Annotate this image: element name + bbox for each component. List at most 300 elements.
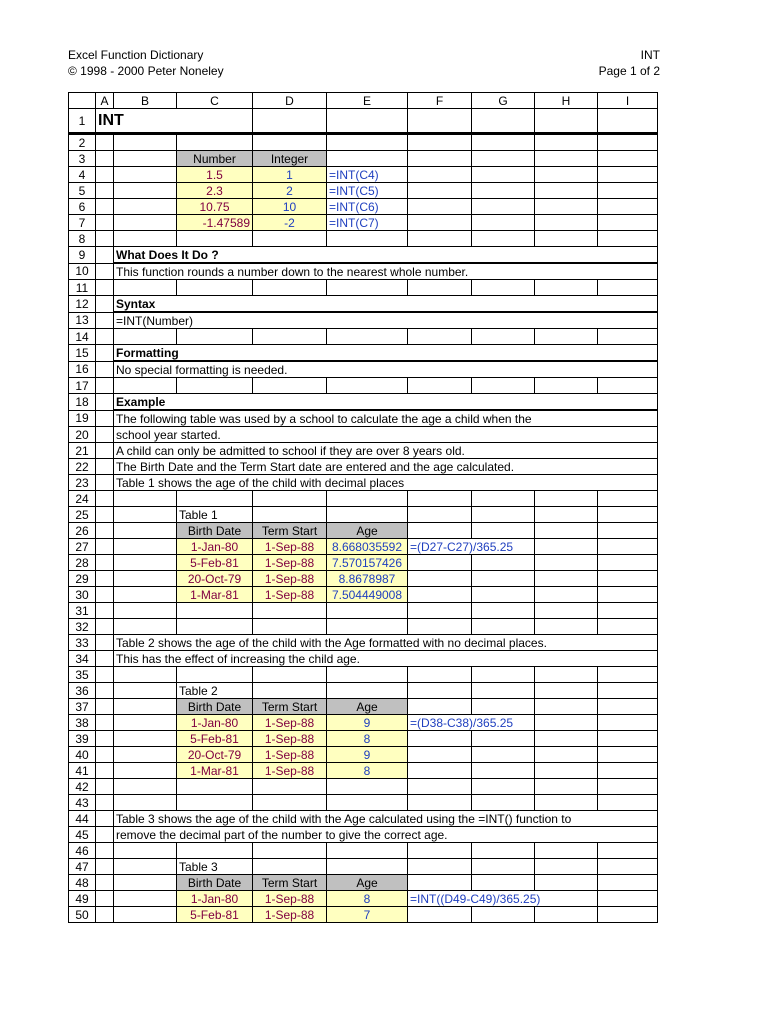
cell-h2 [535, 134, 598, 151]
cell-d35 [253, 667, 327, 683]
cell-i37 [598, 699, 658, 715]
col-header-b: B [114, 93, 177, 109]
cell-f40 [408, 747, 472, 763]
sheet-row-40 [69, 747, 658, 763]
cell-f27: =(D27-C27)/365.25 [408, 539, 535, 555]
row-header-49: 49 [69, 891, 96, 907]
cell-i1 [598, 109, 658, 134]
cell-a26 [96, 523, 114, 539]
cell-b27 [114, 539, 177, 555]
row-header-40: 40 [69, 747, 96, 763]
cell-h6 [535, 199, 598, 215]
cell-e17 [327, 378, 408, 394]
cell-a8 [96, 231, 114, 247]
cell-a6 [96, 199, 114, 215]
cell-h41 [535, 763, 598, 779]
cell-b28 [114, 555, 177, 571]
cell-h11 [535, 280, 598, 296]
sheet-row-43 [69, 795, 658, 811]
cell-d40: 1-Sep-88 [253, 747, 327, 763]
cell-b9: What Does It Do ? [114, 247, 658, 264]
cell-b45: remove the decimal part of the number to give the correct age. [114, 827, 658, 843]
cell-e3 [327, 151, 408, 167]
cell-a40 [96, 747, 114, 763]
cell-h43 [535, 795, 598, 811]
sheet-row-3 [69, 151, 658, 167]
cell-e24 [327, 491, 408, 507]
cell-e36 [327, 683, 408, 699]
row-header-35: 35 [69, 667, 96, 683]
doc-function-name: INT [640, 48, 660, 62]
row-header-22: 22 [69, 459, 96, 475]
cell-i43 [598, 795, 658, 811]
cell-c11 [177, 280, 253, 296]
row-header-26: 26 [69, 523, 96, 539]
cell-b17 [114, 378, 177, 394]
cell-a5 [96, 183, 114, 199]
row-header-17: 17 [69, 378, 96, 394]
cell-a24 [96, 491, 114, 507]
cell-c41: 1-Mar-81 [177, 763, 253, 779]
cell-g1 [472, 109, 535, 134]
cell-h28 [535, 555, 598, 571]
cell-e35 [327, 667, 408, 683]
cell-d27: 1-Sep-88 [253, 539, 327, 555]
sheet-row-21 [69, 443, 658, 459]
cell-e29: 8.8678987 [327, 571, 408, 587]
cell-a31 [96, 603, 114, 619]
cell-a47 [96, 859, 114, 875]
sheet-row-6 [69, 199, 658, 215]
sheet-row-17 [69, 378, 658, 394]
cell-c8 [177, 231, 253, 247]
cell-a22 [96, 459, 114, 475]
col-header-i: I [598, 93, 658, 109]
cell-e39: 8 [327, 731, 408, 747]
cell-f5 [408, 183, 472, 199]
cell-d3: Integer [253, 151, 327, 167]
cell-i28 [598, 555, 658, 571]
cell-e38: 9 [327, 715, 408, 731]
cell-i39 [598, 731, 658, 747]
cell-a35 [96, 667, 114, 683]
cell-c6: 10.75 [177, 199, 253, 215]
sheet-row-39 [69, 731, 658, 747]
row-header-34: 34 [69, 651, 96, 667]
cell-h50 [535, 907, 598, 923]
row-header-1: 1 [69, 109, 96, 134]
sheet-row-45 [69, 827, 658, 843]
cell-b42 [114, 779, 177, 795]
cell-b48 [114, 875, 177, 891]
cell-c32 [177, 619, 253, 635]
sheet-row-36 [69, 683, 658, 699]
col-header-g: G [472, 93, 535, 109]
cell-g6 [472, 199, 535, 215]
cell-d7: -2 [253, 215, 327, 231]
cell-a2 [96, 134, 114, 151]
cell-f14 [408, 329, 472, 345]
cell-b24 [114, 491, 177, 507]
cell-f25 [408, 507, 472, 523]
cell-f46 [408, 843, 472, 859]
cell-c47: Table 3 [177, 859, 253, 875]
sheet-row-2 [69, 134, 658, 151]
cell-h47 [535, 859, 598, 875]
cell-i36 [598, 683, 658, 699]
cell-b26 [114, 523, 177, 539]
cell-b46 [114, 843, 177, 859]
sheet-row-50 [69, 907, 658, 923]
cell-d38: 1-Sep-88 [253, 715, 327, 731]
cell-b2 [114, 134, 177, 151]
cell-f39 [408, 731, 472, 747]
cell-e14 [327, 329, 408, 345]
cell-h7 [535, 215, 598, 231]
cell-g4 [472, 167, 535, 183]
cell-h40 [535, 747, 598, 763]
cell-c43 [177, 795, 253, 811]
cell-b11 [114, 280, 177, 296]
cell-d49: 1-Sep-88 [253, 891, 327, 907]
col-header-a: A [96, 93, 114, 109]
cell-a13 [96, 312, 114, 329]
cell-b22: The Birth Date and the Term Start date are entered and the age calculated. [114, 459, 658, 475]
cell-b20: school year started. [114, 427, 658, 443]
sheet-row-29 [69, 571, 658, 587]
row-header-31: 31 [69, 603, 96, 619]
cell-a10 [96, 263, 114, 280]
sheet-row-19 [69, 410, 658, 427]
cell-f11 [408, 280, 472, 296]
cell-i29 [598, 571, 658, 587]
col-header-f: F [408, 93, 472, 109]
cell-g47 [472, 859, 535, 875]
cell-a19 [96, 410, 114, 427]
cell-f38: =(D38-C38)/365.25 [408, 715, 535, 731]
cell-d47 [253, 859, 327, 875]
cell-e50: 7 [327, 907, 408, 923]
cell-a9 [96, 247, 114, 264]
cell-f47 [408, 859, 472, 875]
cell-e46 [327, 843, 408, 859]
cell-h26 [535, 523, 598, 539]
cell-b37 [114, 699, 177, 715]
cell-e31 [327, 603, 408, 619]
cell-g14 [472, 329, 535, 345]
sheet-row-15 [69, 345, 658, 362]
spreadsheet [68, 92, 658, 923]
cell-c27: 1-Jan-80 [177, 539, 253, 555]
row-header-36: 36 [69, 683, 96, 699]
sheet-row-38 [69, 715, 658, 731]
cell-e40: 9 [327, 747, 408, 763]
cell-a28 [96, 555, 114, 571]
sheet-row-14 [69, 329, 658, 345]
cell-b38 [114, 715, 177, 731]
cell-i41 [598, 763, 658, 779]
cell-c30: 1-Mar-81 [177, 587, 253, 603]
cell-a4 [96, 167, 114, 183]
cell-g32 [472, 619, 535, 635]
cell-a37 [96, 699, 114, 715]
cell-a48 [96, 875, 114, 891]
sheet-row-46 [69, 843, 658, 859]
cell-d2 [253, 134, 327, 151]
cell-a25 [96, 507, 114, 523]
sheet-row-47 [69, 859, 658, 875]
row-header-48: 48 [69, 875, 96, 891]
cell-e42 [327, 779, 408, 795]
sheet-row-5 [69, 183, 658, 199]
cell-i30 [598, 587, 658, 603]
row-header-2: 2 [69, 134, 96, 151]
cell-b3 [114, 151, 177, 167]
cell-d36 [253, 683, 327, 699]
cell-d11 [253, 280, 327, 296]
cell-f50 [408, 907, 472, 923]
cell-f41 [408, 763, 472, 779]
cell-g7 [472, 215, 535, 231]
cell-g30 [472, 587, 535, 603]
sheet-row-13 [69, 312, 658, 329]
cell-h32 [535, 619, 598, 635]
cell-b12: Syntax [114, 296, 658, 313]
document-header-left [68, 47, 224, 79]
cell-f43 [408, 795, 472, 811]
cell-i49 [598, 891, 658, 907]
cell-f6 [408, 199, 472, 215]
cell-h17 [535, 378, 598, 394]
cell-i42 [598, 779, 658, 795]
sheet-row-28 [69, 555, 658, 571]
sheet-row-35 [69, 667, 658, 683]
cell-f29 [408, 571, 472, 587]
cell-e27: 8.668035592 [327, 539, 408, 555]
doc-copyright: © 1998 - 2000 Peter Noneley [68, 64, 224, 78]
cell-e11 [327, 280, 408, 296]
cell-i14 [598, 329, 658, 345]
cell-c37: Birth Date [177, 699, 253, 715]
cell-i24 [598, 491, 658, 507]
cell-b14 [114, 329, 177, 345]
cell-c28: 5-Feb-81 [177, 555, 253, 571]
cell-e25 [327, 507, 408, 523]
cell-h46 [535, 843, 598, 859]
cell-c4: 1.5 [177, 167, 253, 183]
row-header-7: 7 [69, 215, 96, 231]
sheet-row-32 [69, 619, 658, 635]
row-header-8: 8 [69, 231, 96, 247]
cell-g24 [472, 491, 535, 507]
cell-b25 [114, 507, 177, 523]
cell-b31 [114, 603, 177, 619]
row-header-41: 41 [69, 763, 96, 779]
cell-i5 [598, 183, 658, 199]
cell-c24 [177, 491, 253, 507]
cell-a42 [96, 779, 114, 795]
cell-b33: Table 2 shows the age of the child with the Age formatted with no decimal places. [114, 635, 658, 651]
cell-b41 [114, 763, 177, 779]
cell-a20 [96, 427, 114, 443]
cell-a12 [96, 296, 114, 313]
cell-b6 [114, 199, 177, 215]
cell-h30 [535, 587, 598, 603]
cell-d28: 1-Sep-88 [253, 555, 327, 571]
cell-e41: 8 [327, 763, 408, 779]
cell-c46 [177, 843, 253, 859]
sheet-row-1 [69, 109, 658, 134]
row-header-44: 44 [69, 811, 96, 827]
cell-h36 [535, 683, 598, 699]
row-header-28: 28 [69, 555, 96, 571]
cell-i4 [598, 167, 658, 183]
cell-h3 [535, 151, 598, 167]
cell-a29 [96, 571, 114, 587]
cell-b19: The following table was used by a school to calculate the age a child when the [114, 410, 658, 427]
cell-f37 [408, 699, 472, 715]
sheet-row-49 [69, 891, 658, 907]
cell-a15 [96, 345, 114, 362]
cell-i38 [598, 715, 658, 731]
sheet-row-33 [69, 635, 658, 651]
cell-d42 [253, 779, 327, 795]
sheet-row-42 [69, 779, 658, 795]
cell-i31 [598, 603, 658, 619]
cell-a1: INT [96, 109, 253, 134]
cell-g46 [472, 843, 535, 859]
cell-i50 [598, 907, 658, 923]
cell-a34 [96, 651, 114, 667]
cell-h39 [535, 731, 598, 747]
cell-g42 [472, 779, 535, 795]
cell-e1 [327, 109, 408, 134]
cell-i35 [598, 667, 658, 683]
cell-b23: Table 1 shows the age of the child with decimal places [114, 475, 658, 491]
cell-e28: 7.570157426 [327, 555, 408, 571]
cell-f17 [408, 378, 472, 394]
sheet-row-31 [69, 603, 658, 619]
cell-g8 [472, 231, 535, 247]
cell-h5 [535, 183, 598, 199]
cell-c40: 20-Oct-79 [177, 747, 253, 763]
cell-h42 [535, 779, 598, 795]
cell-a45 [96, 827, 114, 843]
cell-e6: =INT(C6) [327, 199, 408, 215]
cell-i40 [598, 747, 658, 763]
corner-cell [69, 93, 96, 109]
cell-b5 [114, 183, 177, 199]
cell-c7: -1.47589 [177, 215, 253, 231]
row-header-16: 16 [69, 361, 96, 378]
cell-f2 [408, 134, 472, 151]
cell-f31 [408, 603, 472, 619]
cell-g26 [472, 523, 535, 539]
row-header-21: 21 [69, 443, 96, 459]
sheet-row-25 [69, 507, 658, 523]
cell-f28 [408, 555, 472, 571]
sheet-row-23 [69, 475, 658, 491]
cell-g31 [472, 603, 535, 619]
cell-i47 [598, 859, 658, 875]
row-header-23: 23 [69, 475, 96, 491]
cell-a21 [96, 443, 114, 459]
col-header-e: E [327, 93, 408, 109]
row-header-45: 45 [69, 827, 96, 843]
row-header-50: 50 [69, 907, 96, 923]
row-header-33: 33 [69, 635, 96, 651]
row-header-30: 30 [69, 587, 96, 603]
cell-g39 [472, 731, 535, 747]
cell-g5 [472, 183, 535, 199]
cell-b7 [114, 215, 177, 231]
cell-g40 [472, 747, 535, 763]
col-header-d: D [253, 93, 327, 109]
cell-f35 [408, 667, 472, 683]
cell-i6 [598, 199, 658, 215]
sheet-row-34 [69, 651, 658, 667]
cell-e2 [327, 134, 408, 151]
cell-f32 [408, 619, 472, 635]
cell-d24 [253, 491, 327, 507]
cell-d50: 1-Sep-88 [253, 907, 327, 923]
cell-b13: =INT(Number) [114, 312, 658, 329]
cell-d5: 2 [253, 183, 327, 199]
sheet-row-20 [69, 427, 658, 443]
cell-h24 [535, 491, 598, 507]
sheet-row-16 [69, 361, 658, 378]
cell-i32 [598, 619, 658, 635]
cell-d29: 1-Sep-88 [253, 571, 327, 587]
cell-f26 [408, 523, 472, 539]
sheet-row-7 [69, 215, 658, 231]
row-header-20: 20 [69, 427, 96, 443]
cell-d37: Term Start [253, 699, 327, 715]
cell-a44 [96, 811, 114, 827]
sheet-row-10 [69, 263, 658, 280]
cell-f36 [408, 683, 472, 699]
cell-i48 [598, 875, 658, 891]
cell-e30: 7.504449008 [327, 587, 408, 603]
cell-i17 [598, 378, 658, 394]
cell-g3 [472, 151, 535, 167]
cell-a30 [96, 587, 114, 603]
cell-g35 [472, 667, 535, 683]
cell-a3 [96, 151, 114, 167]
cell-b30 [114, 587, 177, 603]
cell-h27 [535, 539, 598, 555]
cell-a27 [96, 539, 114, 555]
row-header-37: 37 [69, 699, 96, 715]
cell-a50 [96, 907, 114, 923]
cell-b15: Formatting [114, 345, 658, 362]
cell-h35 [535, 667, 598, 683]
cell-e37: Age [327, 699, 408, 715]
cell-c38: 1-Jan-80 [177, 715, 253, 731]
cell-c29: 20-Oct-79 [177, 571, 253, 587]
cell-c17 [177, 378, 253, 394]
cell-b49 [114, 891, 177, 907]
row-header-11: 11 [69, 280, 96, 296]
cell-e8 [327, 231, 408, 247]
cell-i11 [598, 280, 658, 296]
cell-a41 [96, 763, 114, 779]
row-header-3: 3 [69, 151, 96, 167]
cell-i27 [598, 539, 658, 555]
cell-a18 [96, 394, 114, 411]
cell-g43 [472, 795, 535, 811]
cell-d14 [253, 329, 327, 345]
